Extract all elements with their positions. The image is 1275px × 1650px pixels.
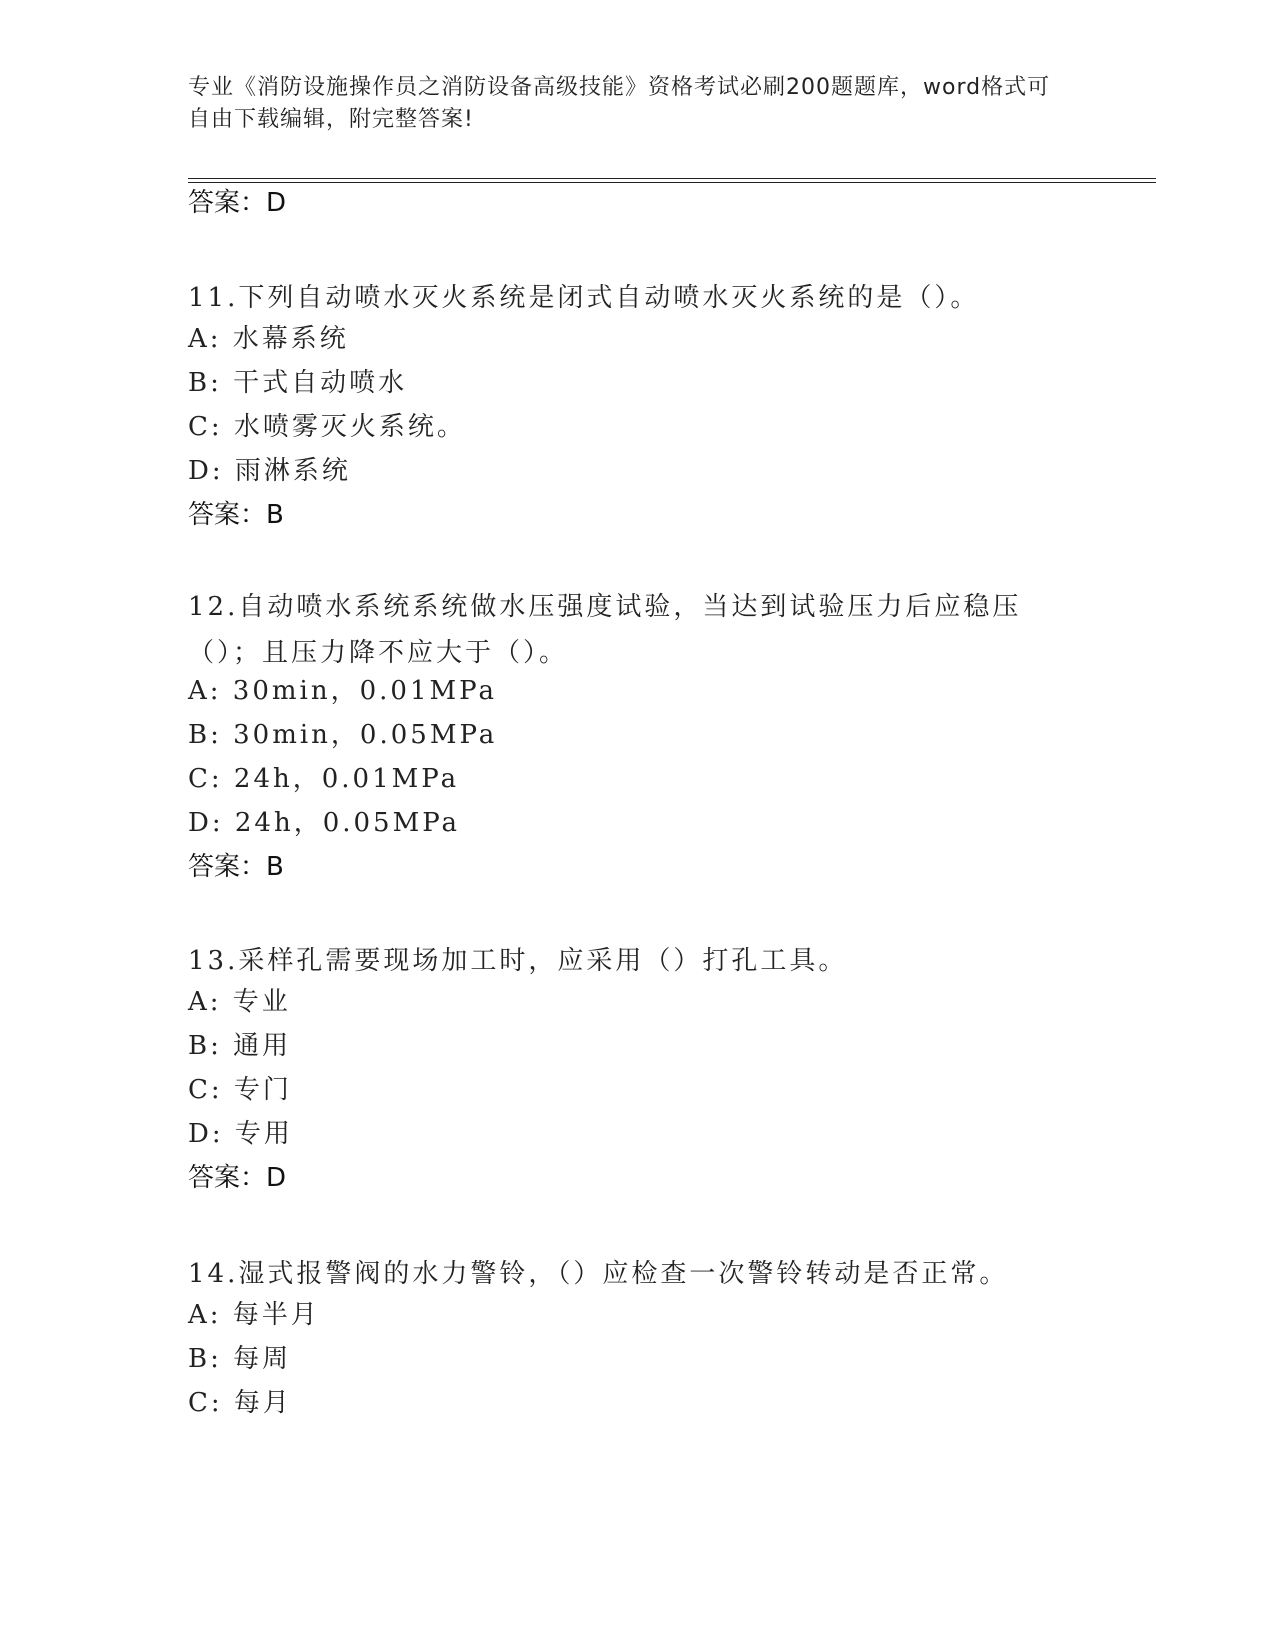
option-d: D: 24h，0.05MPa	[188, 808, 461, 838]
option-a: A: 每半月	[188, 1300, 320, 1330]
option-c: C: 水喷雾灭火系统。	[188, 412, 466, 442]
header-divider-bottom	[188, 182, 1156, 183]
option-d: D: 雨淋系统	[188, 456, 351, 486]
option-b: B: 30min，0.05MPa	[188, 720, 498, 750]
option-a: A: 专业	[188, 987, 291, 1017]
option-b: B: 通用	[188, 1031, 292, 1061]
document-header: 专业《消防设施操作员之消防设备高级技能》资格考试必刷200题题库，word格式可自由下载编辑，附完整答案!	[188, 75, 1051, 132]
question-13: 13.采样孔需要现场加工时，应采用（）打孔工具。	[188, 946, 848, 976]
option-c: C: 24h，0.01MPa	[188, 764, 460, 794]
answer-label: 答案：D	[188, 188, 287, 218]
option-a: A: 30min，0.01MPa	[188, 676, 497, 706]
option-d: D: 专用	[188, 1119, 293, 1149]
option-b: B: 干式自动喷水	[188, 368, 408, 398]
question-14: 14.湿式报警阀的水力警铃，（）应检查一次警铃转动是否正常。	[188, 1259, 1009, 1289]
header-divider-top	[188, 178, 1156, 179]
answer-label: 答案：D	[188, 1163, 287, 1193]
option-a: A: 水幕系统	[188, 324, 349, 354]
option-c: C: 专门	[188, 1075, 292, 1105]
answer-label: 答案：B	[188, 500, 284, 530]
question-11: 11.下列自动喷水灭火系统是闭式自动喷水灭火系统的是（）。	[188, 283, 980, 313]
answer-label: 答案：B	[188, 852, 284, 882]
option-c: C: 每月	[188, 1388, 292, 1418]
question-12: 12.自动喷水系统系统做水压强度试验，当达到试验压力后应稳压（）；且压力降不应大于（）。	[188, 592, 1022, 668]
option-b: B: 每周	[188, 1344, 292, 1374]
